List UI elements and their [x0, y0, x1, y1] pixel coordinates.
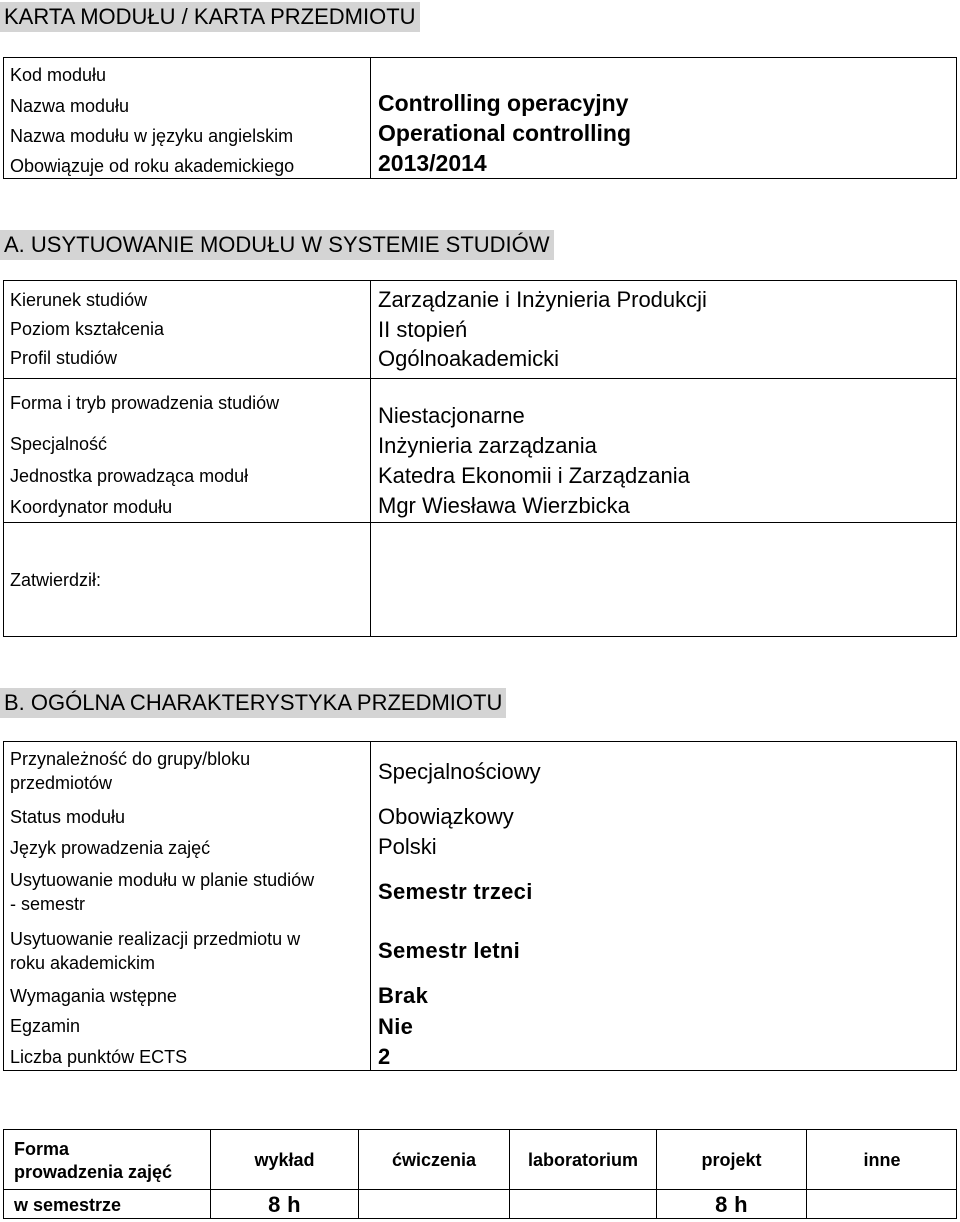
page-title: KARTA MODUŁU / KARTA PRZEDMIOTU: [0, 2, 420, 32]
label-koordynator: Koordynator modułu: [10, 497, 173, 517]
label-specjalnosc: Specjalność: [10, 434, 108, 454]
value-status: Obowiązkowy: [378, 804, 514, 829]
label-jezyk: Język prowadzenia zajęć: [10, 838, 211, 858]
value-rok: 2013/2014: [378, 150, 487, 176]
cell-inne: [807, 1190, 957, 1219]
col-wyklad: wykład: [254, 1149, 315, 1170]
label-realizacja-2: roku akademickim: [10, 953, 156, 973]
label-kierunek: Kierunek studiów: [10, 290, 148, 310]
section-a-title: A. USYTUOWANIE MODUŁU W SYSTEMIE STUDIÓW: [0, 230, 554, 260]
value-nazwa-ang: Operational controlling: [378, 120, 632, 146]
col-cwiczenia: ćwiczenia: [391, 1149, 477, 1170]
section-b-table: [3, 741, 957, 1071]
value-ects: 2: [378, 1044, 391, 1069]
approval-box: [3, 522, 957, 637]
header-forma-2: prowadzenia zajęć: [14, 1162, 173, 1182]
cell-laboratorium: [510, 1190, 656, 1219]
section-a-group2: [3, 378, 957, 523]
label-status: Status modułu: [10, 807, 126, 827]
cell-cwiczenia: [359, 1190, 509, 1219]
value-profil: Ogólnoakademicki: [378, 346, 559, 371]
value-forma-tryb: Niestacjonarne: [378, 403, 525, 428]
col-projekt: projekt: [701, 1149, 762, 1170]
value-jezyk: Polski: [378, 834, 437, 859]
value-usytuowanie: Semestr trzeci: [378, 879, 533, 904]
value-jednostka: Katedra Ekonomii i Zarządzania: [378, 463, 690, 488]
label-wymagania: Wymagania wstępne: [10, 986, 177, 1006]
label-egzamin: Egzamin: [10, 1016, 81, 1036]
value-realizacja: Semestr letni: [378, 938, 521, 963]
label-ects: Liczba punktów ECTS: [10, 1047, 188, 1067]
section-b-title: B. OGÓLNA CHARAKTERYSTYKA PRZEDMIOTU: [0, 688, 506, 718]
value-poziom: II stopień: [378, 317, 468, 342]
label-nazwa-ang: Nazwa modułu w języku angielskim: [10, 126, 294, 146]
classes-table: [3, 1129, 957, 1219]
label-przynaleznosc-1: Przynależność do grupy/bloku: [10, 749, 251, 769]
label-przynaleznosc-2: przedmiotów: [10, 773, 113, 793]
cell-projekt: 8 h: [715, 1191, 748, 1217]
value-wymagania: Brak: [378, 983, 429, 1008]
header-forma-1: Forma: [14, 1139, 70, 1159]
label-obowiazuje: Obowiązuje od roku akademickiego: [10, 156, 295, 176]
label-kod-modulu: Kod modułu: [10, 65, 107, 85]
label-profil: Profil studiów: [10, 348, 118, 368]
col-laboratorium: laboratorium: [527, 1149, 638, 1170]
label-poziom: Poziom kształcenia: [10, 319, 165, 339]
value-specjalnosc: Inżynieria zarządzania: [378, 433, 597, 458]
value-nazwa-modulu: Controlling operacyjny: [378, 90, 629, 116]
value-egzamin: Nie: [378, 1014, 414, 1039]
module-info-table: [3, 57, 957, 179]
section-a-group1: [3, 280, 957, 379]
label-nazwa-modulu: Nazwa modułu: [10, 96, 130, 116]
label-forma-tryb: Forma i tryb prowadzenia studiów: [10, 393, 280, 413]
label-usytuowanie-1: Usytuowanie modułu w planie studiów: [10, 870, 315, 890]
label-zatwierdzil: Zatwierdził:: [10, 570, 102, 590]
label-jednostka: Jednostka prowadząca moduł: [10, 466, 249, 486]
value-kierunek: Zarządzanie i Inżynieria Produkcji: [378, 287, 707, 312]
label-realizacja-1: Usytuowanie realizacji przedmiotu w: [10, 929, 301, 949]
value-koordynator: Mgr Wiesława Wierzbicka: [378, 493, 630, 518]
col-inne: inne: [863, 1149, 901, 1170]
row-label-semestr: w semestrze: [14, 1195, 122, 1215]
cell-wyklad: 8 h: [268, 1191, 301, 1217]
label-usytuowanie-2: - semestr: [10, 894, 86, 914]
value-przynaleznosc: Specjalnościowy: [378, 759, 541, 784]
